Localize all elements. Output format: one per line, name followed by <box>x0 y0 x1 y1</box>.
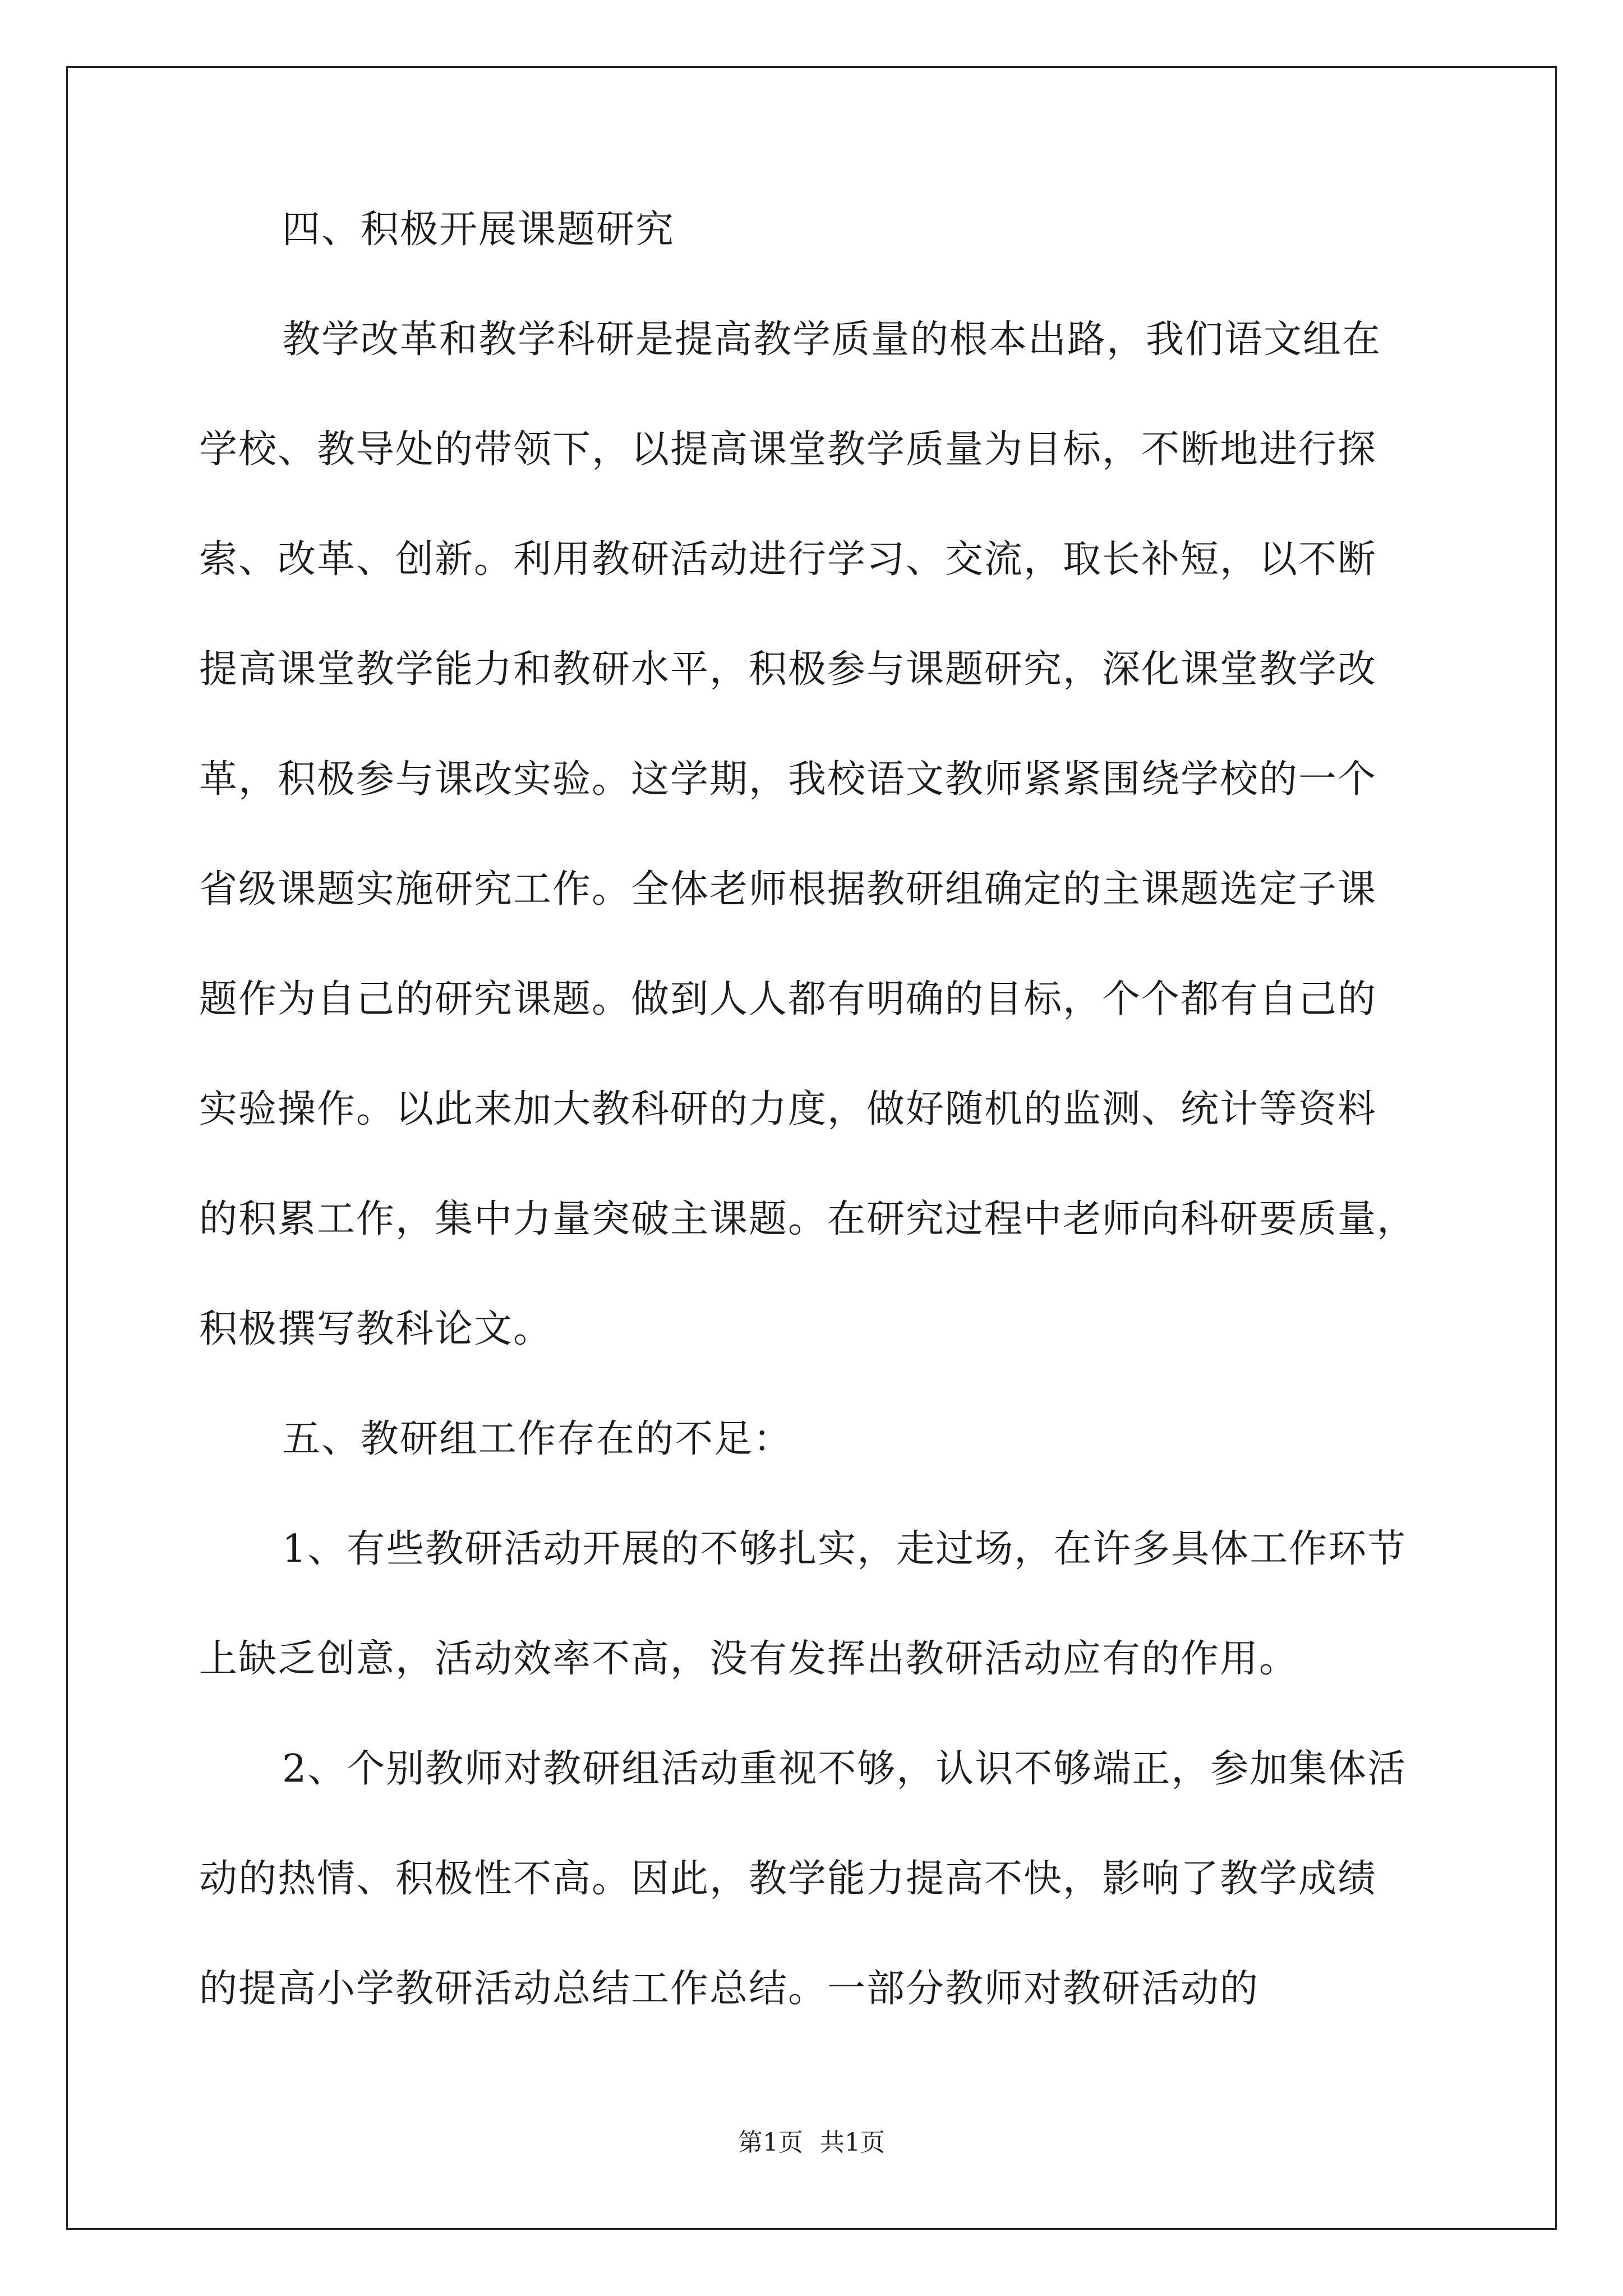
page-number-current: 第1页 <box>738 2128 803 2157</box>
paragraph-line: 积极撰写教科论文。 <box>199 1307 553 1351</box>
paragraph-line: 省级课题实施研究工作。全体老师根据教研组确定的主课题选定子课 <box>199 867 1377 912</box>
paragraph-line: 的提高小学教研活动总结工作总结。一部分教师对教研活动的 <box>199 1967 1260 2011</box>
paragraph-line: 提高课堂教学能力和教研水平，积极参与课题研究，深化课堂教学改 <box>199 647 1377 692</box>
paragraph-line: 实验操作。以此来加大教科研的力度，做好随机的监测、统计等资料 <box>199 1087 1377 1131</box>
section-heading-5: 五、教研组工作存在的不足： <box>282 1417 793 1461</box>
paragraph-line: 上缺乏创意，活动效率不高，没有发挥出教研活动应有的作用。 <box>199 1637 1299 1681</box>
page-footer <box>0 2126 1623 2160</box>
paragraph-line: 索、改革、创新。利用教研活动进行学习、交流，取长补短，以不断 <box>199 537 1377 582</box>
paragraph-line: 动的热情、积极性不高。因此，教学能力提高不快，影响了教学成绩 <box>199 1857 1377 1901</box>
page-number-total: 共1页 <box>820 2128 885 2157</box>
page-border <box>66 66 1557 2230</box>
paragraph-line: 学校、教导处的带领下，以提高课堂教学质量为目标，不断地进行探 <box>199 427 1377 472</box>
paragraph-line: 2、个别教师对教研组活动重视不够，认识不够端正，参加集体活 <box>282 1747 1407 1791</box>
paragraph-line: 的积累工作，集中力量突破主课题。在研究过程中老师向科研要质量， <box>199 1197 1417 1241</box>
section-heading-4: 四、积极开展课题研究 <box>282 208 675 252</box>
paragraph-line: 教学改革和教学科研是提高教学质量的根本出路，我们语文组在 <box>282 318 1382 362</box>
paragraph-line: 1、有些教研活动开展的不够扎实，走过场，在许多具体工作环节 <box>282 1527 1407 1571</box>
paragraph-line: 革，积极参与课改实验。这学期，我校语文教师紧紧围绕学校的一个 <box>199 757 1377 802</box>
paragraph-line: 题作为自己的研究课题。做到人人都有明确的目标，个个都有自己的 <box>199 977 1377 1022</box>
